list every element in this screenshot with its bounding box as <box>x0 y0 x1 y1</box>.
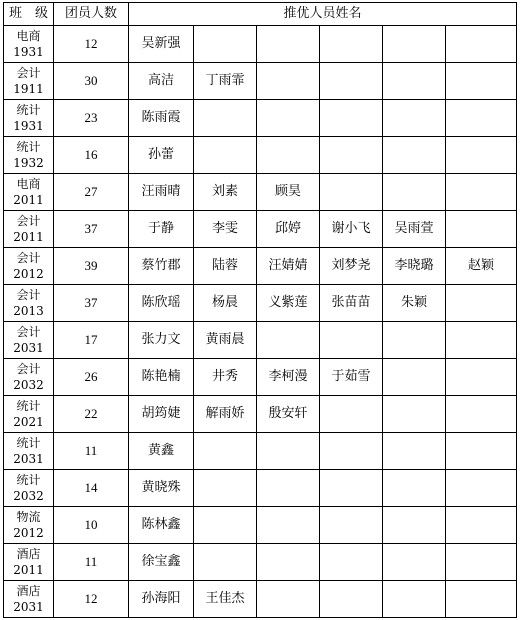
nominee-name-cell <box>320 174 383 211</box>
class-major: 会计 <box>16 288 41 302</box>
table-row <box>4 248 517 285</box>
nominee-name-cell: 顾昊 <box>257 174 320 211</box>
nominee-name-cell: 朱颖 <box>383 285 446 322</box>
table-body <box>4 26 517 618</box>
nominee-name-cell <box>320 433 383 470</box>
nominee-name-cell <box>383 100 446 137</box>
nominee-name-cell <box>320 63 383 100</box>
nominee-name-cell <box>257 581 320 618</box>
nominee-name-cell <box>383 507 446 544</box>
class-cell <box>4 359 54 396</box>
class-cohort: 1932 <box>13 156 44 170</box>
nominee-name-cell <box>446 322 517 359</box>
nominee-name-cell <box>446 581 517 618</box>
nominee-name-cell: 赵颖 <box>446 248 517 285</box>
nominee-name-cell: 陈雨霞 <box>129 100 194 137</box>
header-row <box>4 3 517 26</box>
class-cohort: 2013 <box>13 304 44 318</box>
class-cohort: 2032 <box>13 489 44 503</box>
nominee-name-cell: 丁雨霏 <box>194 63 257 100</box>
nominee-name-cell <box>257 433 320 470</box>
nominee-name-cell <box>194 26 257 63</box>
nominee-name-cell: 陈艳楠 <box>129 359 194 396</box>
class-cohort: 2011 <box>13 193 44 207</box>
header-member-count: 团员人数 <box>54 3 129 26</box>
class-cohort: 1911 <box>13 82 44 96</box>
member-count-cell: 12 <box>54 26 129 63</box>
nominee-name-cell <box>383 359 446 396</box>
class-cell <box>4 285 54 322</box>
nominee-name-cell <box>446 544 517 581</box>
header-nominee-names: 推优人员姓名 <box>129 3 517 26</box>
nominee-name-cell: 孙蕾 <box>129 137 194 174</box>
nominee-name-cell: 陈林鑫 <box>129 507 194 544</box>
table-row <box>4 100 517 137</box>
class-cell <box>4 63 54 100</box>
nominee-name-cell: 李晓璐 <box>383 248 446 285</box>
nominee-name-cell: 蔡竹郡 <box>129 248 194 285</box>
roster-sheet <box>3 2 517 618</box>
class-cell <box>4 174 54 211</box>
header-class: 班 级 <box>4 3 54 26</box>
nominee-name-cell <box>320 100 383 137</box>
class-major: 会计 <box>16 66 41 80</box>
nominee-name-cell <box>446 63 517 100</box>
table-row <box>4 285 517 322</box>
nominee-name-cell: 张苗苗 <box>320 285 383 322</box>
table-row <box>4 359 517 396</box>
member-count-cell: 37 <box>54 285 129 322</box>
nominee-name-cell <box>257 544 320 581</box>
class-cohort: 2031 <box>13 600 44 614</box>
class-cell <box>4 211 54 248</box>
class-cell <box>4 26 54 63</box>
class-major: 电商 <box>16 29 41 43</box>
table-row <box>4 63 517 100</box>
class-major: 统计 <box>16 399 41 413</box>
class-cohort: 2031 <box>13 452 44 466</box>
nominee-name-cell: 李雯 <box>194 211 257 248</box>
nominee-name-cell <box>320 322 383 359</box>
nominee-name-cell <box>446 137 517 174</box>
class-major: 统计 <box>16 140 41 154</box>
class-cell <box>4 544 54 581</box>
nominee-name-cell <box>194 100 257 137</box>
nominee-name-cell: 殷安轩 <box>257 396 320 433</box>
nominee-name-cell: 汪婧婧 <box>257 248 320 285</box>
table-row <box>4 211 517 248</box>
nominee-name-cell <box>257 322 320 359</box>
class-cohort: 1931 <box>13 119 44 133</box>
member-count-cell: 27 <box>54 174 129 211</box>
member-count-cell: 26 <box>54 359 129 396</box>
nominee-name-cell: 胡筠婕 <box>129 396 194 433</box>
member-count-cell: 30 <box>54 63 129 100</box>
class-cohort: 2012 <box>13 526 44 540</box>
nominee-name-cell: 张力文 <box>129 322 194 359</box>
nominee-name-cell: 徐宝鑫 <box>129 544 194 581</box>
nominee-name-cell <box>383 26 446 63</box>
class-major: 统计 <box>16 103 41 117</box>
nominee-name-cell <box>194 507 257 544</box>
member-count-cell: 17 <box>54 322 129 359</box>
nominee-name-cell <box>383 137 446 174</box>
class-cell <box>4 322 54 359</box>
nominee-name-cell: 黄晓殊 <box>129 470 194 507</box>
nominee-name-cell <box>446 396 517 433</box>
class-cell <box>4 248 54 285</box>
member-count-cell: 11 <box>54 433 129 470</box>
class-cohort: 2011 <box>13 563 44 577</box>
class-cohort: 1931 <box>13 45 44 59</box>
nominee-name-cell: 于静 <box>129 211 194 248</box>
nominee-name-cell <box>257 470 320 507</box>
nominee-name-cell: 孙海阳 <box>129 581 194 618</box>
nominee-table <box>3 2 517 618</box>
nominee-name-cell <box>257 137 320 174</box>
class-major: 统计 <box>16 436 41 450</box>
nominee-name-cell <box>383 544 446 581</box>
nominee-name-cell: 汪雨晴 <box>129 174 194 211</box>
nominee-name-cell <box>257 26 320 63</box>
nominee-name-cell: 井秀 <box>194 359 257 396</box>
nominee-name-cell: 解雨娇 <box>194 396 257 433</box>
nominee-name-cell <box>257 507 320 544</box>
nominee-name-cell <box>320 26 383 63</box>
nominee-name-cell <box>446 507 517 544</box>
nominee-name-cell <box>446 285 517 322</box>
class-cell <box>4 433 54 470</box>
table-row <box>4 396 517 433</box>
class-major: 会计 <box>16 214 41 228</box>
member-count-cell: 23 <box>54 100 129 137</box>
nominee-name-cell <box>446 470 517 507</box>
table-row <box>4 137 517 174</box>
nominee-name-cell <box>194 433 257 470</box>
class-major: 电商 <box>16 177 41 191</box>
nominee-name-cell: 义紫莲 <box>257 285 320 322</box>
table-row <box>4 174 517 211</box>
nominee-name-cell: 陈欣瑶 <box>129 285 194 322</box>
class-major: 会计 <box>16 325 41 339</box>
nominee-name-cell: 刘素 <box>194 174 257 211</box>
nominee-name-cell <box>383 470 446 507</box>
nominee-name-cell <box>383 433 446 470</box>
nominee-name-cell: 高洁 <box>129 63 194 100</box>
nominee-name-cell: 杨晨 <box>194 285 257 322</box>
nominee-name-cell: 陆蓉 <box>194 248 257 285</box>
class-major: 统计 <box>16 473 41 487</box>
nominee-name-cell: 吴新强 <box>129 26 194 63</box>
nominee-name-cell <box>383 581 446 618</box>
nominee-name-cell: 黄雨晨 <box>194 322 257 359</box>
member-count-cell: 22 <box>54 396 129 433</box>
class-major: 物流 <box>16 510 41 524</box>
nominee-name-cell <box>320 507 383 544</box>
nominee-name-cell <box>383 174 446 211</box>
member-count-cell: 16 <box>54 137 129 174</box>
table-row <box>4 581 517 618</box>
table-row <box>4 544 517 581</box>
class-cohort: 2012 <box>13 267 44 281</box>
nominee-name-cell: 邱婷 <box>257 211 320 248</box>
nominee-name-cell: 王佳杰 <box>194 581 257 618</box>
class-cohort: 2021 <box>13 415 44 429</box>
class-cell <box>4 396 54 433</box>
class-cell <box>4 137 54 174</box>
nominee-name-cell <box>446 359 517 396</box>
nominee-name-cell <box>446 100 517 137</box>
class-major: 酒店 <box>16 547 41 561</box>
class-cell <box>4 100 54 137</box>
table-row <box>4 433 517 470</box>
class-cell <box>4 507 54 544</box>
nominee-name-cell <box>194 544 257 581</box>
nominee-name-cell <box>320 396 383 433</box>
table-row <box>4 322 517 359</box>
class-major: 会计 <box>16 251 41 265</box>
table-row <box>4 26 517 63</box>
class-major: 酒店 <box>16 584 41 598</box>
member-count-cell: 11 <box>54 544 129 581</box>
class-cohort: 2031 <box>13 341 44 355</box>
nominee-name-cell <box>194 470 257 507</box>
nominee-name-cell <box>320 544 383 581</box>
nominee-name-cell: 刘梦尧 <box>320 248 383 285</box>
member-count-cell: 39 <box>54 248 129 285</box>
nominee-name-cell <box>320 581 383 618</box>
member-count-cell: 14 <box>54 470 129 507</box>
nominee-name-cell <box>320 470 383 507</box>
table-row <box>4 470 517 507</box>
nominee-name-cell <box>446 174 517 211</box>
nominee-name-cell <box>446 433 517 470</box>
nominee-name-cell <box>194 137 257 174</box>
nominee-name-cell <box>383 322 446 359</box>
nominee-name-cell <box>383 396 446 433</box>
nominee-name-cell <box>257 63 320 100</box>
class-major: 会计 <box>16 362 41 376</box>
nominee-name-cell <box>320 137 383 174</box>
class-cell <box>4 470 54 507</box>
nominee-name-cell <box>446 211 517 248</box>
class-cohort: 2032 <box>13 378 44 392</box>
nominee-name-cell: 黄鑫 <box>129 433 194 470</box>
class-cohort: 2011 <box>13 230 44 244</box>
nominee-name-cell: 于茹雪 <box>320 359 383 396</box>
table-row <box>4 507 517 544</box>
member-count-cell: 37 <box>54 211 129 248</box>
nominee-name-cell <box>257 100 320 137</box>
nominee-name-cell <box>446 26 517 63</box>
nominee-name-cell <box>383 63 446 100</box>
member-count-cell: 10 <box>54 507 129 544</box>
nominee-name-cell: 吴雨萱 <box>383 211 446 248</box>
nominee-name-cell: 谢小飞 <box>320 211 383 248</box>
nominee-name-cell: 李柯漫 <box>257 359 320 396</box>
class-cell <box>4 581 54 618</box>
member-count-cell: 12 <box>54 581 129 618</box>
